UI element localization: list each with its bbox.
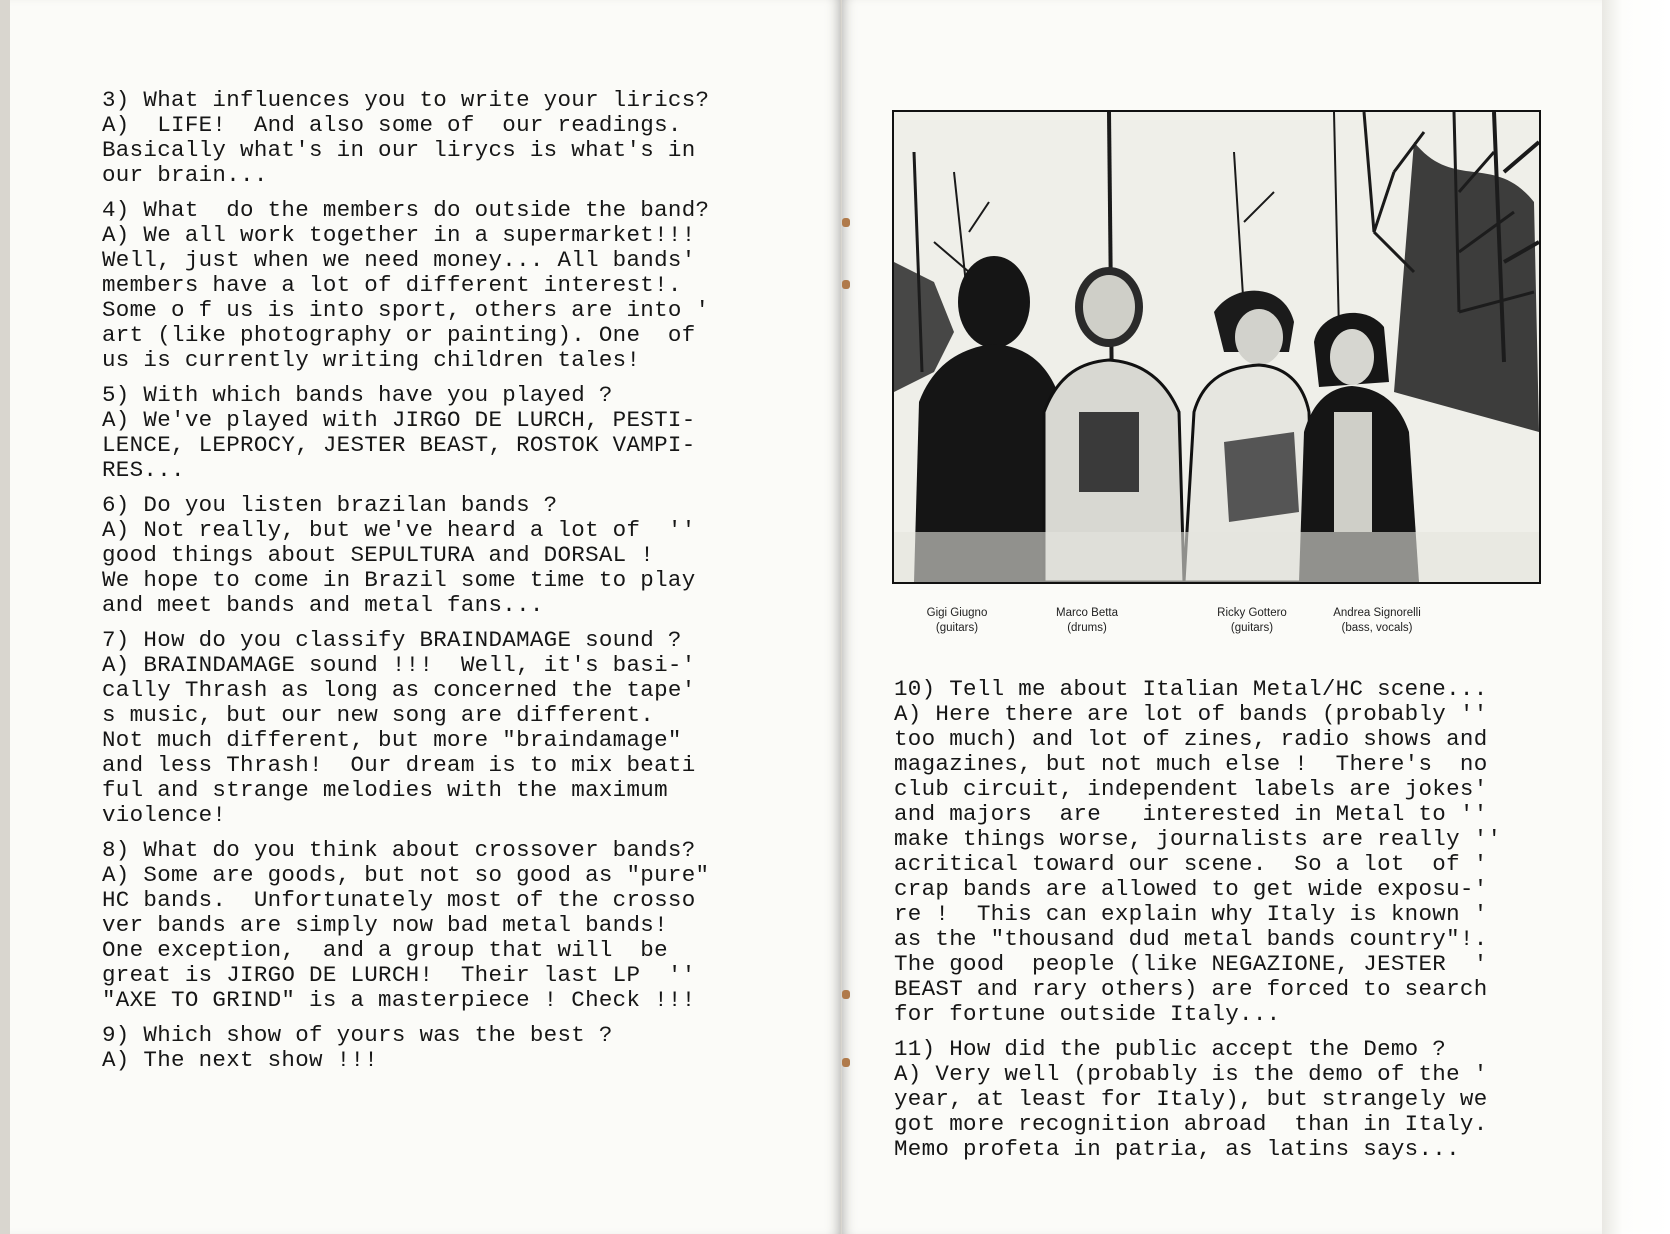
left-page — [10, 0, 841, 1234]
qa-item — [102, 493, 802, 618]
member-name: Marco Betta — [1056, 607, 1118, 619]
qa-item — [102, 88, 802, 188]
question: 7) How do you classify BRAINDAMAGE sound ? — [102, 627, 682, 653]
member-role: (bass, vocals) — [1341, 622, 1413, 634]
question: 11) How did the public accept the Demo ? — [894, 1036, 1447, 1062]
answer: A) We've played with JIRGO DE LURCH, PESTI- LENCE, LEPROCY, JESTER BEAST, ROSTOK VAMPI- RES... — [102, 407, 696, 483]
caption-member — [1187, 606, 1317, 636]
question: 9) Which show of yours was the best ? — [102, 1022, 613, 1048]
question: 5) With which bands have you played ? — [102, 382, 613, 408]
answer: A) Here there are lot of bands (probably '' too much) and lot of zines, radio shows and magazines, but not much else ! There's no club circuit, independent labels are jokes' and majors are interested in Metal to '' make things worse, journalists are really '' acritical toward our scene. So a lot of ' crap bands are allowed to get wide exposu-' re ! This can explain why Italy is known ' as the "thousand dud metal bands country"!. The good people (like NEGAZIONE, JESTER ' BEAST and rary others) are forced to search for fortune outside Italy... — [894, 701, 1502, 1027]
answer: A) Some are goods, but not so good as "pure" HC bands. Unfortunately most of the crosso ver bands are simply now bad metal bands! One exception, and a group that will be great is JIRGO DE LURCH! Their last LP '' "AXE TO GRIND" is a masterpiece ! Check !!! — [102, 862, 710, 1013]
qa-item — [102, 383, 802, 483]
answer: A) The next show !!! — [102, 1047, 379, 1073]
answer: A) LIFE! And also some of our readings. Basically what's in our lirycs is what's in our brain... — [102, 112, 696, 188]
question: 8) What do you think about crossover bands? — [102, 837, 696, 863]
staple-mark — [842, 1058, 850, 1067]
question: 4) What do the members do outside the band? — [102, 197, 710, 223]
photo-captions — [882, 606, 1542, 640]
right-page — [842, 0, 1602, 1234]
question: 3) What influences you to write your lirics? — [102, 87, 710, 113]
caption-member — [1022, 606, 1152, 636]
left-interview-column — [102, 88, 802, 1083]
member-role: (drums) — [1067, 622, 1107, 634]
answer: A) BRAINDAMAGE sound !!! Well, it's basi-' cally Thrash as long as concerned the tape' s music, but our new song are different. Not much different, but more "braindamage" and less Thrash! Our dream is to mix beati ful and strange melodies with the maximum violence! — [102, 652, 696, 828]
caption-member — [1312, 606, 1442, 636]
qa-item — [102, 838, 802, 1013]
staple-mark — [842, 280, 850, 289]
question: 10) Tell me about Italian Metal/HC scene... — [894, 676, 1488, 702]
answer: A) Not really, but we've heard a lot of '' good things about SEPULTURA and DORSAL ! We hope to come in Brazil some time to play and meet bands and metal fans... — [102, 517, 696, 618]
member-name: Andrea Signorelli — [1333, 607, 1421, 619]
staple-mark — [842, 218, 850, 227]
qa-item — [894, 1037, 1554, 1162]
qa-item — [102, 1023, 802, 1073]
qa-item — [894, 677, 1554, 1027]
band-photo-image — [894, 112, 1539, 582]
member-name: Gigi Giugno — [926, 607, 988, 619]
staple-mark — [842, 990, 850, 999]
qa-item — [102, 198, 802, 373]
member-role: (guitars) — [935, 622, 979, 634]
caption-member — [892, 606, 1022, 636]
member-role: (guitars) — [1230, 622, 1274, 634]
band-photo — [892, 110, 1541, 584]
member-name: Ricky Gottero — [1217, 607, 1287, 619]
question: 6) Do you listen brazilan bands ? — [102, 492, 558, 518]
next-page-edge — [1602, 0, 1670, 1234]
qa-item — [102, 628, 802, 828]
right-interview-column — [894, 677, 1554, 1172]
answer: A) We all work together in a supermarket!!! Well, just when we need money... All bands' members have a lot of different interest!. Some o f us is into sport, others are into ' art (like photography or painting). One of us is currently writing children tales! — [102, 222, 710, 373]
answer: A) Very well (probably is the demo of the ' year, at least for Italy), but strangely we got more recognition abroad than in Italy. Memo profeta in patria, as latins says... — [894, 1061, 1488, 1162]
